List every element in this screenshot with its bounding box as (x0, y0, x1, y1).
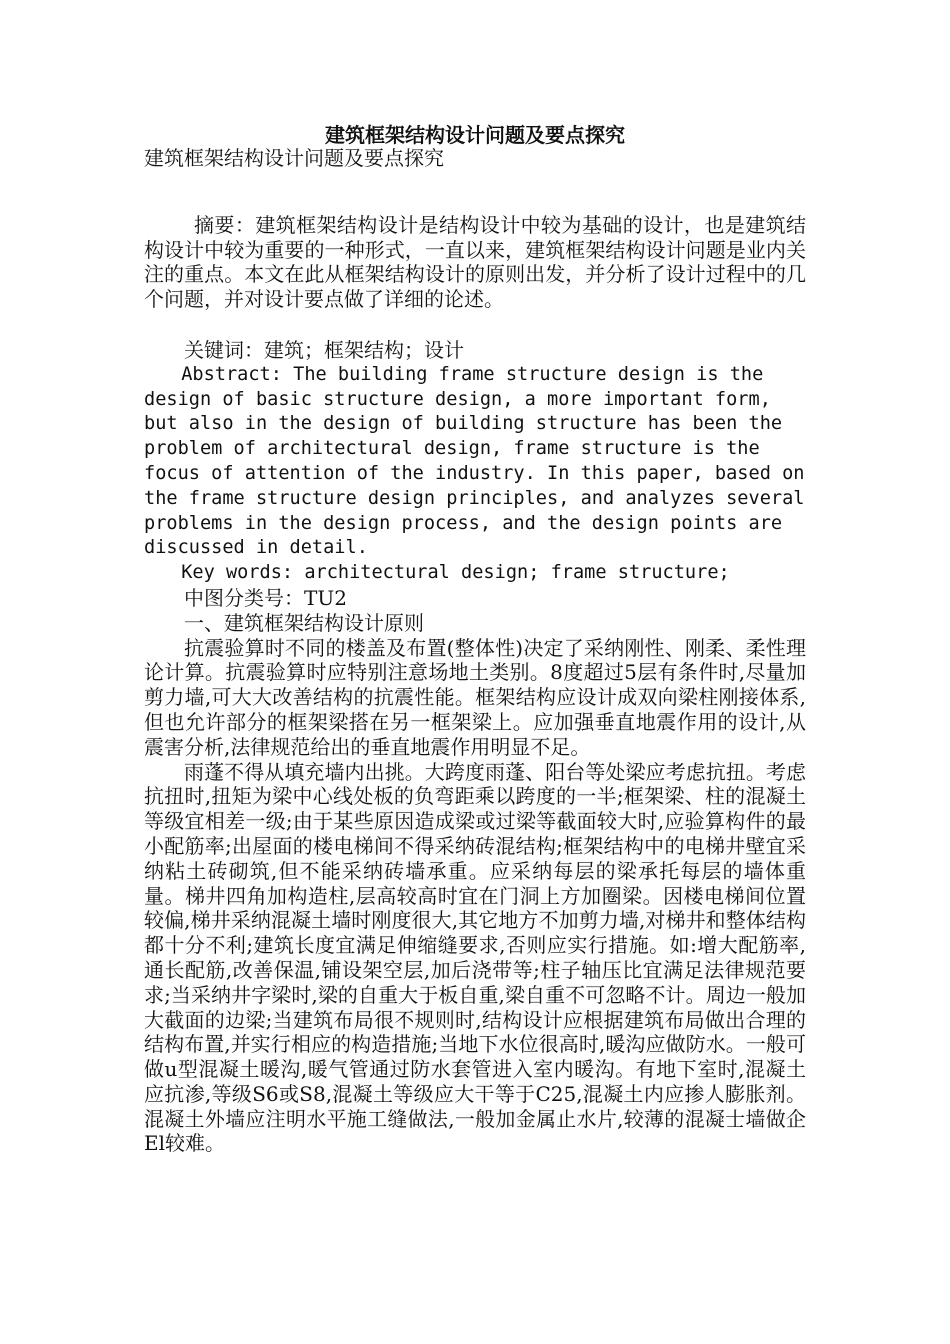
keywords-cn: 关键词：建筑；框架结构；设计 (184, 337, 464, 362)
spacer (144, 312, 806, 338)
classification-code: 中图分类号：TU2 (184, 585, 347, 610)
document-body (144, 146, 806, 1156)
body-paragraph: 雨蓬不得从填充墙内出挑。大跨度雨蓬、阳台等处梁应考虑抗扭。考虑抗扭时,扭矩为梁中心线处板的负弯距乘以跨度的一半;框架梁、柱的混凝土等级宜相差一级;由于某些原因造成梁或过梁等截面较大时,应验算构件的最小配筋率;出屋面的楼电梯间不得采纳砖混结构;框架结构中的电梯井壁宜采纳粘土砖砌筑,但不能采纳砖墙承重。应采纳每层的梁承托每层的墙体重量。梯井四角加构造柱,层高较高时宜在门洞上方加圈梁。因楼电梯间位置较偏,梯井采纳混凝土墙时刚度很大,其它地方不加剪力墙,对梯井和整体结构都十分不利;建筑长度宜满足伸缩缝要求,否则应实行措施。如:增大配筋率,通长配筋,改善保温,铺设架空层,加后浇带等;柱子轴压比宜满足法律规范要求;当采纳井字梁时,梁的自重大于板自重,梁自重不可忽略不计。周边一般加大截面的边梁;当建筑布局很不规则时,结构设计应根据建筑布局做出合理的结构布置,并实行相应的构造措施;当地下水位很高时,暖沟应做防水。一般可做u型混凝土暖沟,暖气管通过防水套管进入室内暖沟。有地下室时,混凝土应抗渗,等级S6或S8,混凝土等级应大干等于C25,混凝土内应掺人膨胀剂。混凝土外墙应注明水平施工缝做法,一般加金属止水片,较薄的混凝士墙做企El较难。 (144, 759, 806, 1156)
keywords-en: Key words: architectural design; frame structure; (181, 562, 730, 584)
document-title: 建筑框架结构设计问题及要点探究 (325, 123, 625, 147)
abstract-cn: 摘要：建筑框架结构设计是结构设计中较为基础的设计，也是建筑结构设计中较为重要的一种形式，一直以来，建筑框架结构设计问题是业内关注的重点。本文在此从框架结构设计的原则出发，并分析了设计过程中的几个问题，并对设计要点做了详细的论述。 (144, 212, 806, 312)
body-paragraph: 抗震验算时不同的楼盖及布置(整体性)决定了采纳刚性、刚柔、柔性理论计算。抗震验算时应特别注意场地土类别。8度超过5层有条件时,尽量加剪力墙,可大大改善结构的抗震性能。框架结构应设计成双向梁柱刚接体系,但也允许部分的框架梁搭在另一框架梁上。应加强垂直地震作用的设计,从震害分析,法律规范给出的垂直地震作用明显不足。 (144, 635, 806, 759)
section-heading: 一、建筑框架结构设计原则 (184, 610, 424, 635)
spacer (144, 171, 806, 213)
abstract-en: Abstract: The building frame structure design is the design of basic structure design, a more important form, but also in the design of building structure has been the problem of architectural design, frame structure is the focus of attention of the industry. In this paper, based on the frame structure design principles, and analyzes several problems in the design process, and the design points are discussed in detail. (144, 363, 805, 559)
document-subtitle: 建筑框架结构设计问题及要点探究 (144, 146, 444, 170)
